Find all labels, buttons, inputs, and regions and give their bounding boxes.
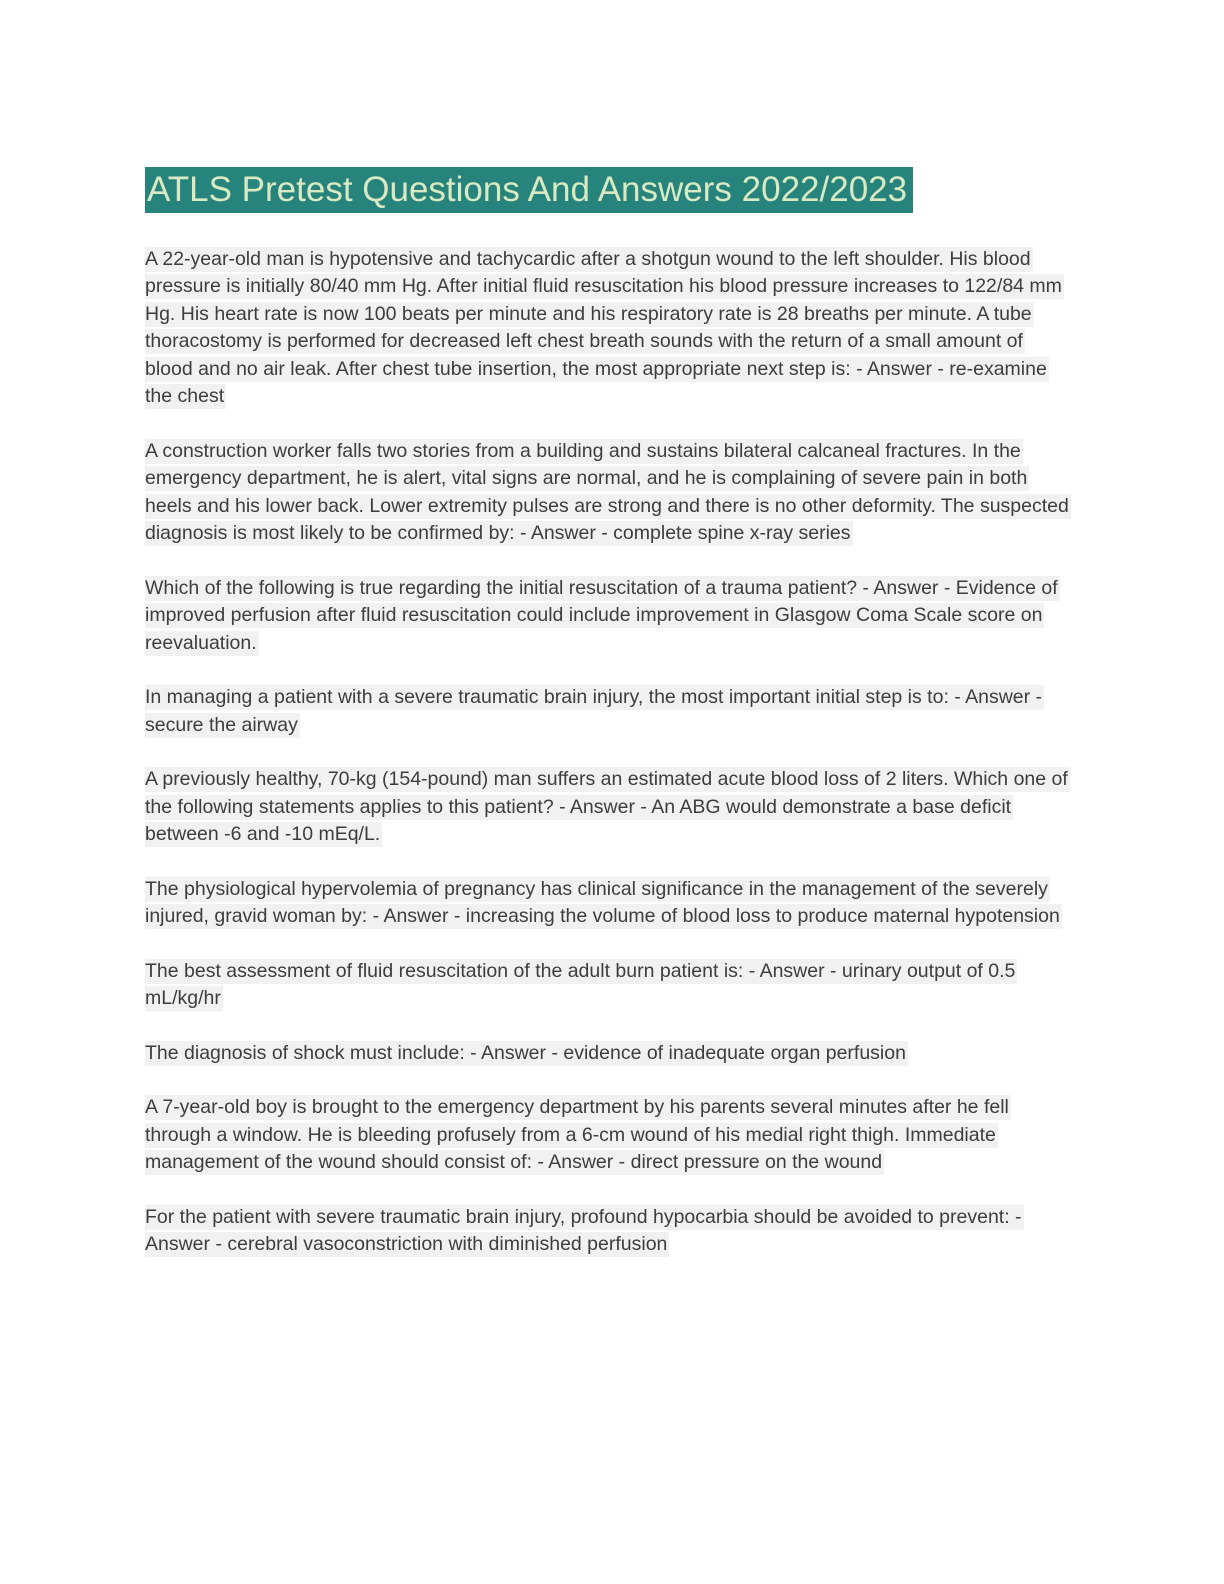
qa-paragraph-text: A 22-year-old man is hypotensive and tachycardic after a shotgun wound to the left shoulder. His blood pressure is initially 80/40 mm Hg. After initial fluid resuscitation his blood pressure increases to 122/84 mm Hg. His heart rate is now 100 beats per minute and his respiratory rate is 28 breaths per minute. A tube thoracostomy is performed for decreased left chest breath sounds with the return of a small amount of blood and no air leak. After chest tube insertion, the most appropriate next step is: - Answer - re-examine the chest <box>145 247 1062 408</box>
qa-paragraph <box>145 958 1070 1013</box>
qa-paragraph-list <box>145 246 1070 1259</box>
qa-paragraph-text: The best assessment of fluid resuscitation of the adult burn patient is: - Answer - urinary output of 0.5 mL/kg/hr <box>145 959 1016 1010</box>
qa-paragraph <box>145 684 1070 739</box>
page-title-highlight: ATLS Pretest Questions And Answers 2022/2023 <box>145 167 913 213</box>
qa-paragraph <box>145 575 1070 658</box>
document-content <box>145 168 1070 1286</box>
qa-paragraph-text: In managing a patient with a severe traumatic brain injury, the most important initial step is to: - Answer - secure the airway <box>145 686 1043 736</box>
qa-paragraph-text: Which of the following is true regarding the initial resuscitation of a trauma patient? - Answer - Evidence of improved perfusion after fluid resuscitation could include improvement in Glasgow Coma Scale score on reevaluation. <box>145 576 1058 654</box>
qa-paragraph <box>145 438 1070 548</box>
qa-paragraph <box>145 876 1070 931</box>
qa-paragraph <box>145 1204 1070 1259</box>
qa-paragraph <box>145 246 1070 411</box>
qa-paragraph-text: A construction worker falls two stories from a building and sustains bilateral calcaneal fractures. In the emergency department, he is alert, vital signs are normal, and he is complaining of severe pain in both heels and his lower back. Lower extremity pulses are strong and there is no other deformity. The suspected diagnosis is most likely to be confirmed by: - Answer - complete spine x-ray series <box>145 439 1069 545</box>
page-title <box>145 168 1070 212</box>
qa-paragraph-text: The physiological hypervolemia of pregnancy has clinical significance in the management of the severely injured, gravid woman by: - Answer - increasing the volume of blood loss to produce maternal hypotension <box>145 877 1060 928</box>
qa-paragraph-text: A previously healthy, 70-kg (154-pound) man suffers an estimated acute blood loss of 2 liters. Which one of the following statements applies to this patient? - Answer - An ABG would demonstrate a base deficit between -6 and -10 mEq/L. <box>145 768 1068 846</box>
qa-paragraph-text: For the patient with severe traumatic brain injury, profound hypocarbia should be avoided to prevent: - Answer - cerebral vasoconstriction with diminished perfusion <box>145 1205 1022 1256</box>
qa-paragraph <box>145 1040 1070 1068</box>
qa-paragraph <box>145 1094 1070 1177</box>
qa-paragraph <box>145 766 1070 849</box>
qa-paragraph-text: The diagnosis of shock must include: - Answer - evidence of inadequate organ perfusion <box>145 1041 906 1064</box>
qa-paragraph-text: A 7-year-old boy is brought to the emergency department by his parents several minutes after he fell through a window. He is bleeding profusely from a 6-cm wound of his medial right thigh. Immediate management of the wound should consist of: - Answer - direct pressure on the wound <box>145 1096 1009 1174</box>
